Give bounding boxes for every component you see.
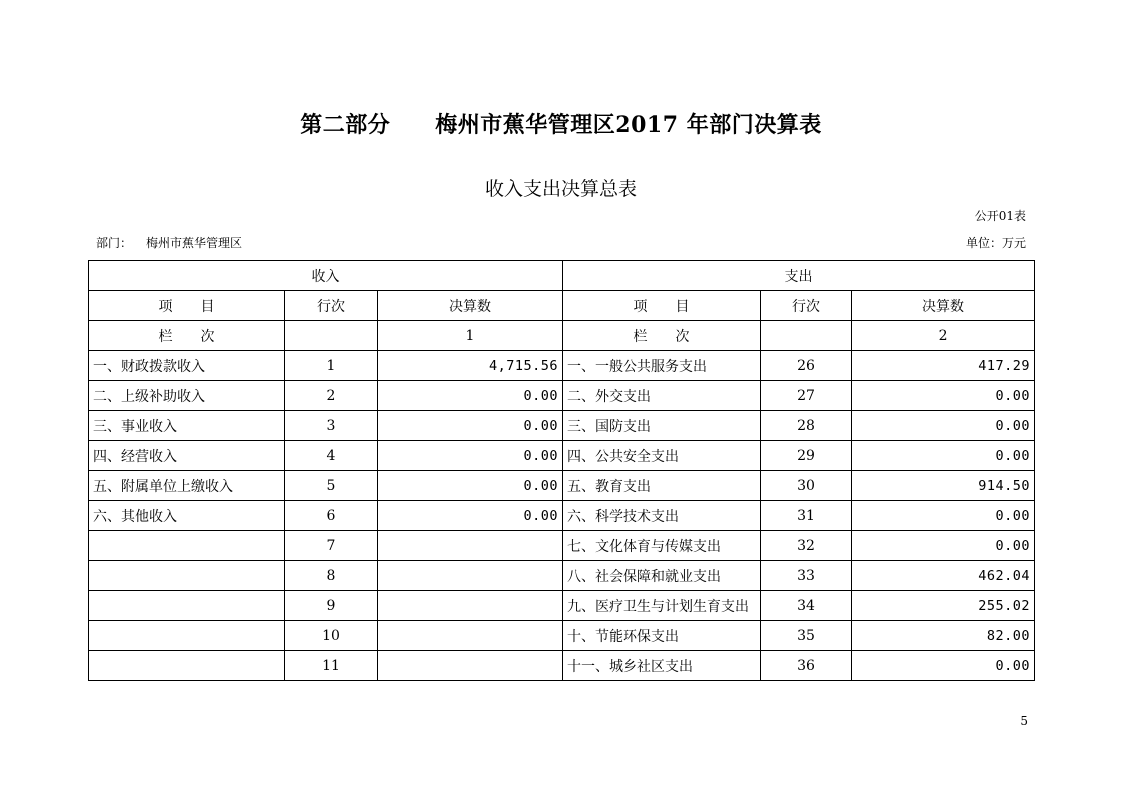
income-amount: 0.00 (378, 441, 563, 471)
income-row-no: 5 (285, 471, 378, 501)
expense-row-no: 33 (761, 561, 852, 591)
expense-row-no: 28 (761, 411, 852, 441)
income-item: 四、经营收入 (89, 441, 285, 471)
income-amount (378, 561, 563, 591)
expense-amount: 0.00 (852, 651, 1035, 681)
expense-item: 四、公共安全支出 (563, 441, 761, 471)
income-item: 三、事业收入 (89, 411, 285, 441)
income-item-header: 项 目 (89, 291, 285, 321)
page-number: 5 (1020, 714, 1028, 728)
income-row-no-header: 行次 (285, 291, 378, 321)
expense-lanci-empty (761, 321, 852, 351)
expense-row-no: 30 (761, 471, 852, 501)
income-amount (378, 591, 563, 621)
expense-row-no: 34 (761, 591, 852, 621)
expense-amount: 82.00 (852, 621, 1035, 651)
table-title: 收入支出决算总表 (484, 178, 637, 200)
income-section-header: 收入 (89, 261, 563, 291)
income-item (89, 621, 285, 651)
expense-amount: 914.50 (852, 471, 1035, 501)
section-header-row (89, 261, 1035, 291)
expense-amount: 0.00 (852, 501, 1035, 531)
expense-amount: 462.04 (852, 561, 1035, 591)
expense-amount: 417.29 (852, 351, 1035, 381)
table-row (89, 501, 1035, 531)
expense-item: 七、文化体育与传媒支出 (563, 531, 761, 561)
income-row-no: 11 (285, 651, 378, 681)
income-item (89, 651, 285, 681)
table-row (89, 381, 1035, 411)
income-row-no: 7 (285, 531, 378, 561)
expense-row-no: 26 (761, 351, 852, 381)
income-row-no: 9 (285, 591, 378, 621)
expense-lanci-label: 栏 次 (563, 321, 761, 351)
expense-row-no: 29 (761, 441, 852, 471)
expense-amount: 0.00 (852, 411, 1035, 441)
department-label: 部门： (96, 236, 133, 250)
expense-row-no-header: 行次 (761, 291, 852, 321)
expense-amount: 0.00 (852, 441, 1035, 471)
expense-item: 六、科学技术支出 (563, 501, 761, 531)
expense-amount: 255.02 (852, 591, 1035, 621)
income-amount (378, 531, 563, 561)
income-row-no: 10 (285, 621, 378, 651)
expense-row-no: 36 (761, 651, 852, 681)
expense-row-no: 35 (761, 621, 852, 651)
income-amount: 0.00 (378, 471, 563, 501)
table-row (89, 621, 1035, 651)
page-title: 第二部分 梅州市蕉华管理区2017 年部门决算表 (300, 112, 822, 138)
income-item (89, 591, 285, 621)
column-header-row (89, 291, 1035, 321)
expense-item: 十一、城乡社区支出 (563, 651, 761, 681)
expense-row-no: 32 (761, 531, 852, 561)
table-row (89, 531, 1035, 561)
department-value: 梅州市蕉华管理区 (146, 236, 243, 250)
income-row-no: 2 (285, 381, 378, 411)
table-row (89, 471, 1035, 501)
income-item: 五、附属单位上缴收入 (89, 471, 285, 501)
table-row (89, 441, 1035, 471)
form-code: 公开01表 (974, 209, 1026, 223)
income-lanci-empty (285, 321, 378, 351)
income-amount: 0.00 (378, 501, 563, 531)
income-row-no: 1 (285, 351, 378, 381)
income-item (89, 531, 285, 561)
expense-item: 五、教育支出 (563, 471, 761, 501)
expense-section-header: 支出 (563, 261, 1035, 291)
income-lanci-label: 栏 次 (89, 321, 285, 351)
expense-item: 一、一般公共服务支出 (563, 351, 761, 381)
income-amount: 0.00 (378, 381, 563, 411)
expense-row-no: 31 (761, 501, 852, 531)
income-item: 二、上级补助收入 (89, 381, 285, 411)
income-row-no: 8 (285, 561, 378, 591)
income-amount-header: 决算数 (378, 291, 563, 321)
expense-row-no: 27 (761, 381, 852, 411)
expense-item: 九、医疗卫生与计划生育支出 (563, 591, 761, 621)
expense-amount: 0.00 (852, 531, 1035, 561)
income-amount (378, 621, 563, 651)
income-lanci-number: 1 (378, 321, 563, 351)
column-index-row (89, 321, 1035, 351)
income-amount (378, 651, 563, 681)
income-item: 一、财政拨款收入 (89, 351, 285, 381)
income-item (89, 561, 285, 591)
expense-item: 二、外交支出 (563, 381, 761, 411)
table-row (89, 351, 1035, 381)
unit-label: 单位：万元 (965, 236, 1026, 250)
income-row-no: 3 (285, 411, 378, 441)
expense-item: 三、国防支出 (563, 411, 761, 441)
expense-item: 八、社会保障和就业支出 (563, 561, 761, 591)
department-line (96, 234, 242, 251)
income-row-no: 4 (285, 441, 378, 471)
income-amount: 4,715.56 (378, 351, 563, 381)
expense-amount: 0.00 (852, 381, 1035, 411)
budget-summary-table (88, 260, 1035, 681)
expense-item-header: 项 目 (563, 291, 761, 321)
income-row-no: 6 (285, 501, 378, 531)
table-row (89, 651, 1035, 681)
expense-item: 十、节能环保支出 (563, 621, 761, 651)
table-row (89, 591, 1035, 621)
expense-amount-header: 决算数 (852, 291, 1035, 321)
income-item: 六、其他收入 (89, 501, 285, 531)
table-row (89, 411, 1035, 441)
table-row (89, 561, 1035, 591)
income-amount: 0.00 (378, 411, 563, 441)
expense-lanci-number: 2 (852, 321, 1035, 351)
